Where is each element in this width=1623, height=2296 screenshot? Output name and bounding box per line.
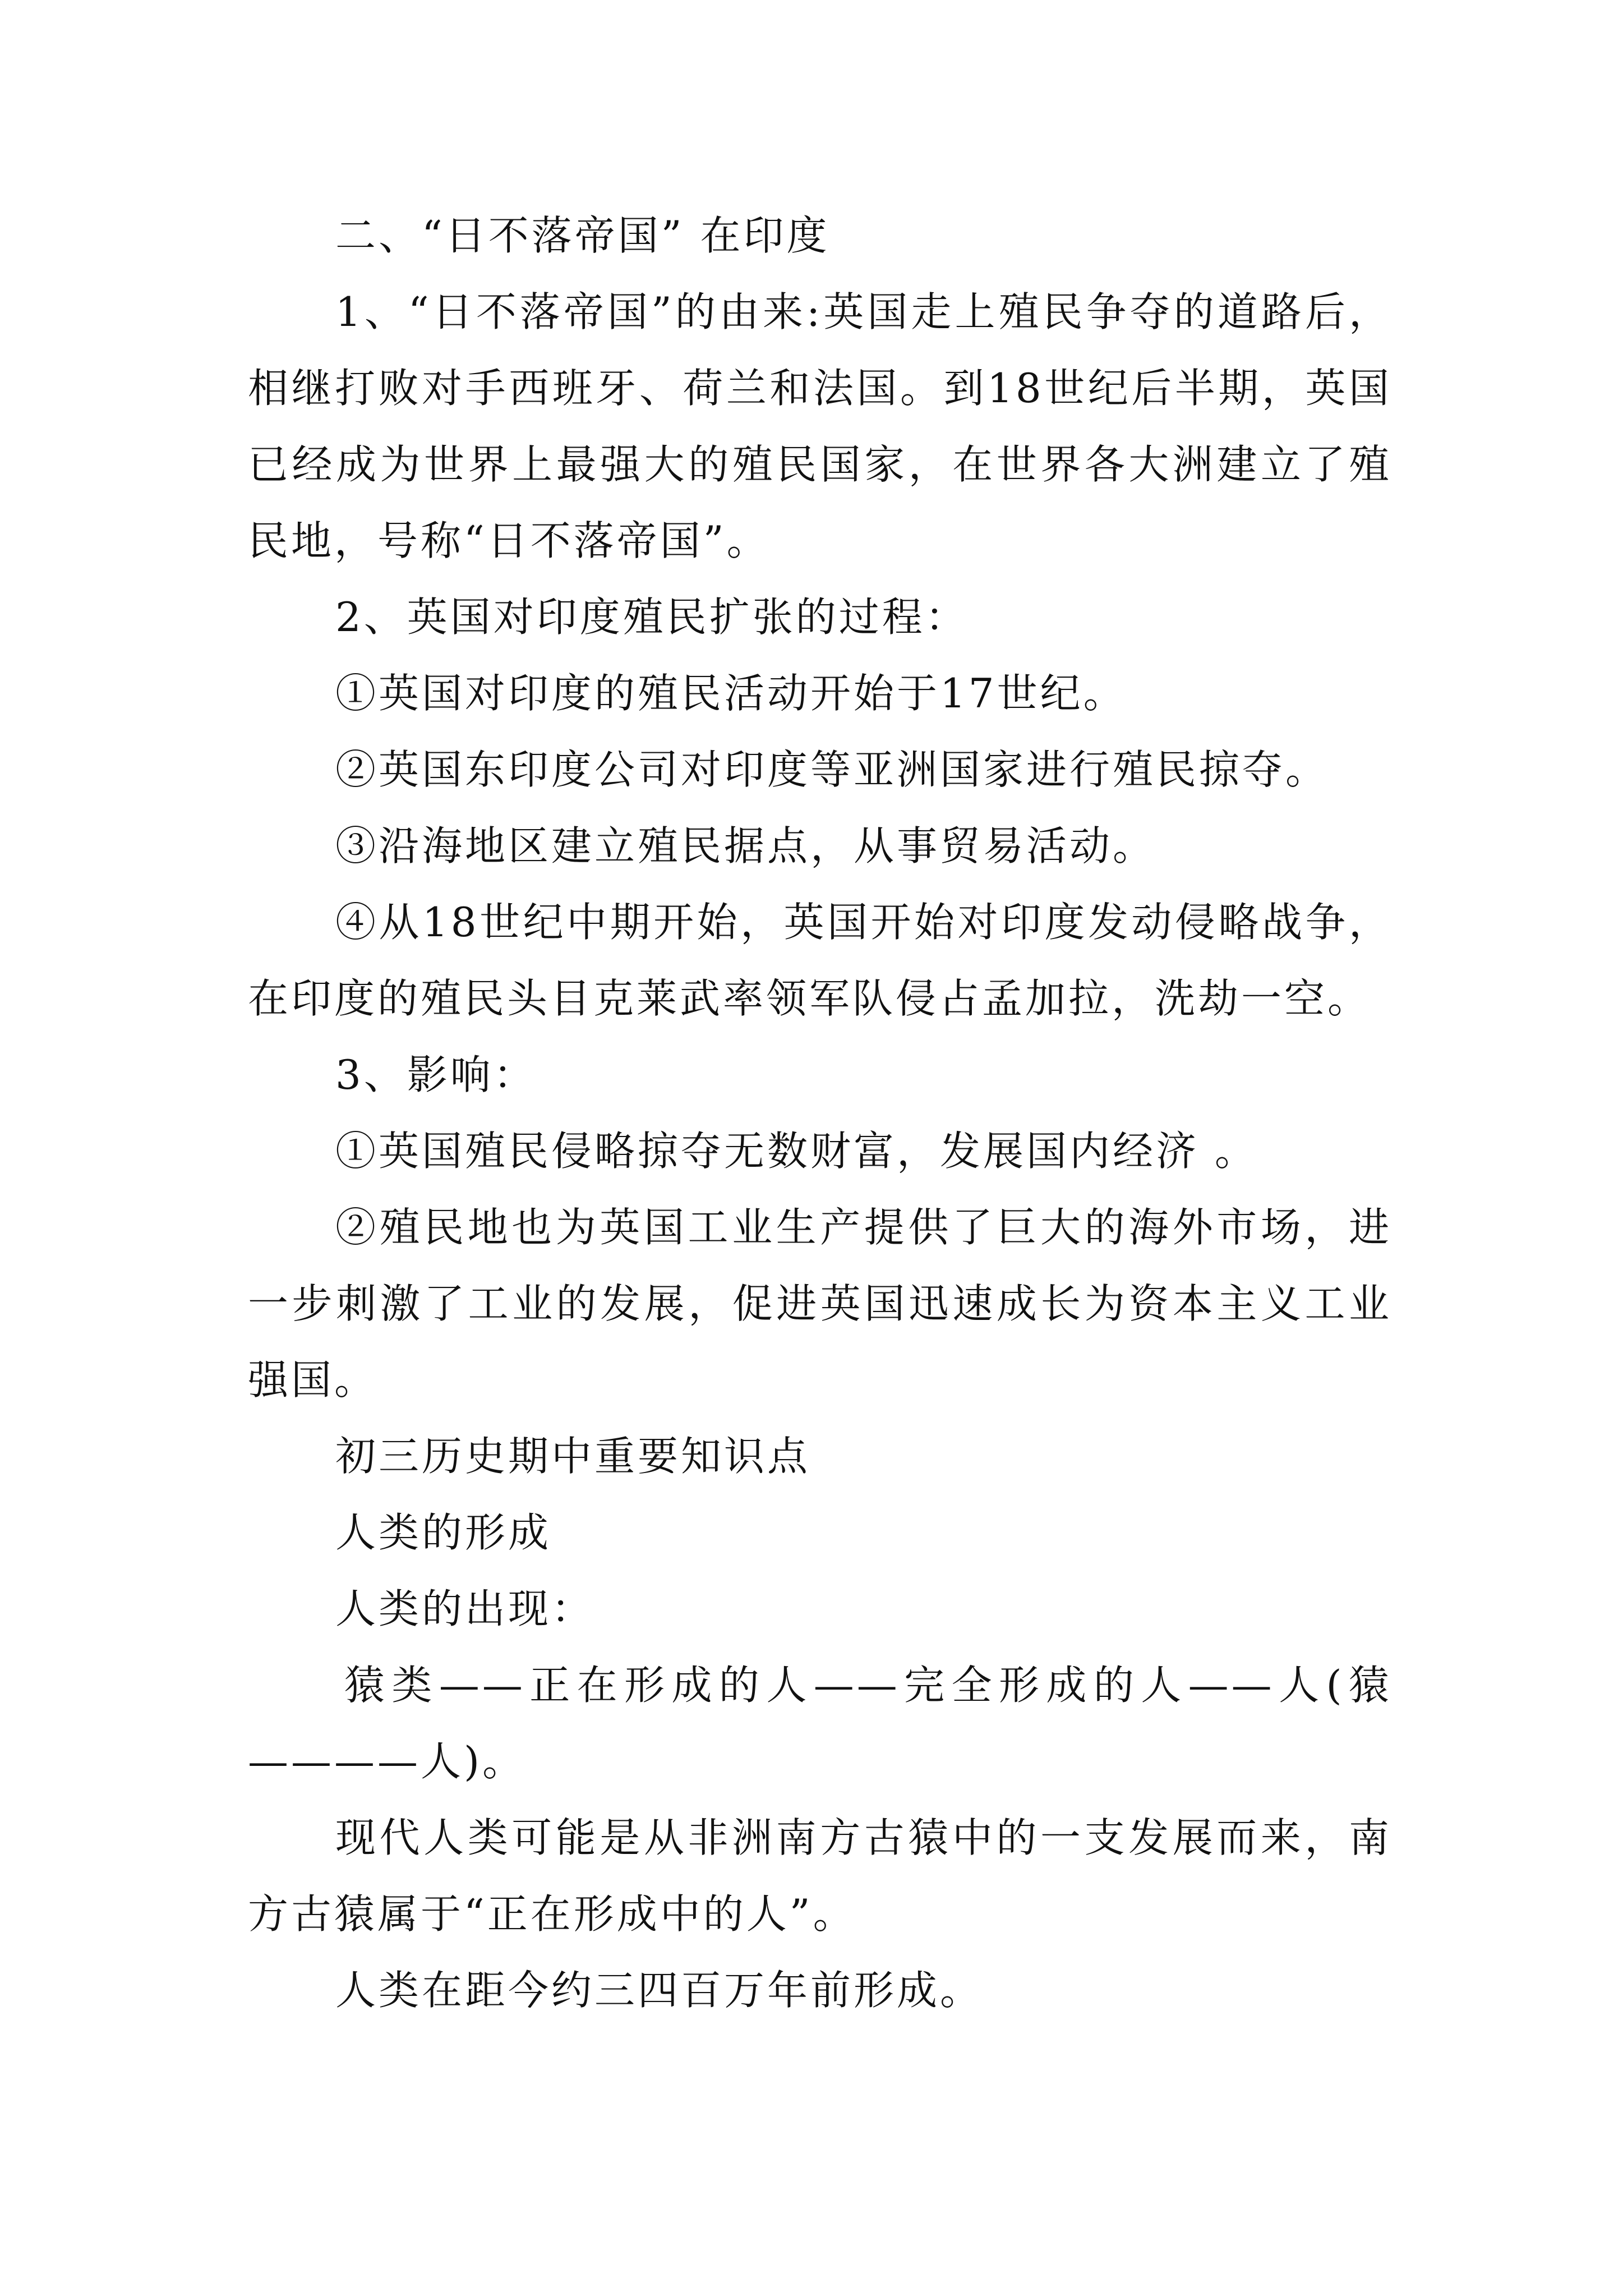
document-body — [248, 197, 1392, 2028]
paragraph-point-2: ②英国东印度公司对印度等亚洲国家进行殖民掠夺。 — [335, 746, 1329, 793]
paragraph-impact-heading: 3、影响： — [335, 1051, 537, 1098]
paragraph-modern-humans-origin: 现代人类可能是从非洲南方古猿中的一支发展而来，南方古猿属于“正在形成中的人”。 — [248, 1814, 1392, 1938]
paragraph-point-3: ③沿海地区建立殖民据点，从事贸易活动。 — [335, 822, 1156, 869]
section-heading-human-formation: 人类的形成 — [335, 1509, 552, 1556]
section-heading-midterm-points: 初三历史期中重要知识点 — [335, 1433, 811, 1480]
paragraph-impact-1: ①英国殖民侵略掠夺无数财富，发展国内经济 。 — [335, 1128, 1258, 1175]
paragraph-point-4: ④从18世纪中期开始，英国开始对印度发动侵略战争，在印度的殖民头目克莱武率领军队侵占孟加拉，洗劫一空。 — [248, 899, 1392, 1022]
paragraph-formation-time: 人类在距今约三四百万年前形成。 — [335, 1967, 984, 2014]
section-heading-empire-in-india: 二、“日不落帝国” 在印度 — [335, 212, 830, 259]
paragraph-expansion-process: 2、英国对印度殖民扩张的过程： — [335, 593, 969, 641]
paragraph-evolution-sequence: 猿类——正在形成的人——完全形成的人——人(猿————人)。 — [248, 1662, 1392, 1785]
paragraph-empire-origin: 1、“日不落帝国”的由来:英国走上殖民争夺的道路后，相继打败对手西班牙、荷兰和法国。到18世纪后半期，英国已经成为世界上最强大的殖民国家，在世界各大洲建立了殖民地，号称“日不落帝国”。 — [248, 288, 1392, 564]
paragraph-point-1: ①英国对印度的殖民活动开始于17世纪。 — [335, 670, 1127, 717]
paragraph-human-appearance: 人类的出现： — [335, 1585, 595, 1632]
paragraph-impact-2: ②殖民地也为英国工业生产提供了巨大的海外市场，进一步刺激了工业的发展，促进英国迅速成长为资本主义工业强国。 — [248, 1204, 1392, 1404]
